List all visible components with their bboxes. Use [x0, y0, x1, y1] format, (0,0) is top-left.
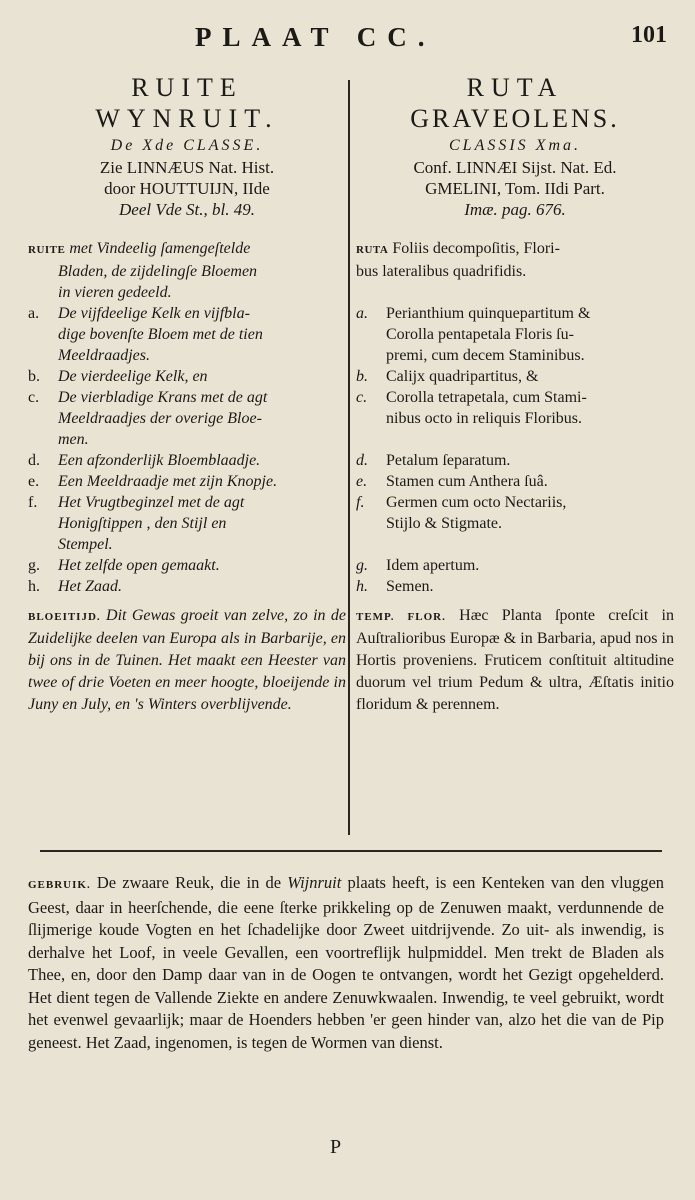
- dutch-item-g: g. Het zelfde open gemaakt.: [28, 557, 220, 574]
- latin-item-h: h. Semen.: [356, 578, 434, 595]
- dutch-item-d: d. Een afzonderlijk Bloemblaadje.: [28, 452, 261, 469]
- usage-italic-term: Wijnruit: [287, 873, 342, 892]
- dutch-reference-1: Zie LINNÆUS Nat. Hist.: [99, 158, 275, 177]
- latin-description-lead: RUTA: [356, 244, 389, 256]
- dutch-description-lead: RUITE: [28, 244, 66, 256]
- latin-reference-1: Conf. LINNÆI Sijst. Nat. Ed.: [413, 158, 617, 177]
- dutch-title-1: RUITE: [131, 73, 243, 102]
- dutch-flowering-paragraph: [28, 605, 346, 716]
- dutch-column: [28, 72, 346, 716]
- latin-flowering-text: Hæc Planta ſponte creſcit in Auſtralioribus Europæ & in Barbaria, apud nos in Hortis proveniens. Fruticem conſtituit altitudine duorum vel trium Pedum & ultra, Æſtatis initio floridum & perennem.: [356, 607, 674, 713]
- column-divider: [348, 80, 350, 835]
- latin-description-line-2: bus lateralibus quadrifidis.: [356, 263, 527, 280]
- latin-column: [356, 72, 674, 716]
- latin-item-g: g. Idem apertum.: [356, 557, 480, 574]
- dutch-description: [28, 238, 346, 303]
- dutch-flowering-text: Dit Gewas groeit van zelve, zo in de Zuidelijke deelen van Europa als in Barbarije, en bij ons in de Tuinen. Het maakt een Heester van twee of drie Voeten en meer hoogte, bloeijende in Juny en July, en 's Winters overblijvende.: [28, 607, 346, 713]
- latin-flowering-lead: TEMP. FLOR.: [356, 611, 446, 623]
- dutch-description-line-2: Bladen, de zijdelingſe Bloemen: [58, 263, 258, 280]
- latin-description-line-1: Foliis decompoſitis, Flori-: [392, 240, 560, 257]
- latin-title-2: GRAVEOLENS.: [410, 104, 620, 133]
- dutch-title-2: WYNRUIT.: [95, 104, 279, 133]
- dutch-reference-2: door HOUTTUIJN, IIde: [104, 179, 270, 198]
- latin-item-c: c. Corolla tetrapetala, cum Stami- nibus octo in reliquis Floribus.: [356, 389, 587, 427]
- dutch-item-e: e. Een Meeldraadje met zijn Knopje.: [28, 473, 278, 490]
- usage-lead: GEBRUIK.: [28, 879, 91, 891]
- latin-item-e: e. Stamen cum Anthera ſuâ.: [356, 473, 548, 490]
- dutch-description-line-1: met Vindeelig ſamengeſtelde: [69, 240, 251, 257]
- signature-mark: P: [330, 1136, 342, 1158]
- plate-title: PLAAT CC.: [195, 22, 436, 52]
- page-number: 101: [631, 22, 667, 48]
- dutch-item-a: a. De vijfdeelige Kelk en vijfbla- dige bovenſte Bloem met de tien Meeldraadjes.: [28, 305, 263, 364]
- latin-title-1: RUTA: [466, 73, 564, 102]
- usage-text-1: De zwaare Reuk, die in de: [96, 873, 282, 892]
- latin-description: [356, 238, 674, 282]
- dutch-item-f: f. Het Vrugtbeginzel met de agt Honigſtippen , den Stijl en Stempel.: [28, 494, 245, 553]
- latin-item-b: b. Calijx quadripartitus, &: [356, 368, 539, 385]
- dutch-item-h: h. Het Zaad.: [28, 578, 122, 595]
- latin-item-a: a. Perianthium quinquepartitum & Corolla pentapetala Floris ſu- premi, cum decem Staminibus.: [356, 305, 591, 364]
- usage-paragraph: [28, 872, 664, 1054]
- dutch-description-line-3: in vieren gedeeld.: [58, 284, 172, 301]
- page-header: [0, 18, 695, 58]
- section-rule: [40, 850, 662, 852]
- latin-flowering-paragraph: [356, 605, 674, 716]
- latin-item-f: f. Germen cum octo Nectariis, Stijlo & Stigmate.: [356, 494, 567, 532]
- dutch-classis: De Xde CLASSE.: [110, 137, 264, 154]
- latin-reference-3: Imæ. pag. 676.: [464, 200, 566, 219]
- dutch-item-c: c. De vierbladige Krans met de agt Meeldraadjes der overige Bloe- men.: [28, 389, 268, 448]
- latin-reference-2: GMELINI, Tom. IIdi Part.: [425, 179, 605, 198]
- latin-classis: CLASSIS Xma.: [449, 137, 581, 154]
- dutch-reference-3: Deel Vde St., bl. 49.: [119, 200, 255, 219]
- dutch-figure-list: [28, 303, 346, 597]
- dutch-item-b: b. De vierdeelige Kelk, en: [28, 368, 208, 385]
- dutch-flowering-lead: BLOEITIJD.: [28, 611, 101, 623]
- usage-text-2: plaats heeft, is een Kenteken van den vluggen Geest, daar in heerſchende, die eene ſterke prikkeling op de Zenuwen maakt, verdunnende de ſlijmerige koude Vogten en het ſchadelijke door Zweet uitdrijvende. Zo uit- als inwendig, is derhalve het Loof, in veele Gevallen, een voortreflijk hulpmiddel. Men trekt de Bladen als Thee, en, door den Damp daar van in de Oogen te ontvangen, wordt het Gezigt opgehelderd. Het dient tegen de Vallende Ziekte en andere Zenuwkwaalen. Inwendig, te veel gebruikt, wordt het evenwel gevaarlijk; maar de Hoenders hebben 'er geen hinder van, alzo het die van de Pip geneest. Het Zaad, ingenomen, is tegen de Wormen van dienst.: [28, 873, 665, 1052]
- latin-figure-list: [356, 303, 674, 597]
- latin-item-d: d. Petalum ſeparatum.: [356, 452, 511, 469]
